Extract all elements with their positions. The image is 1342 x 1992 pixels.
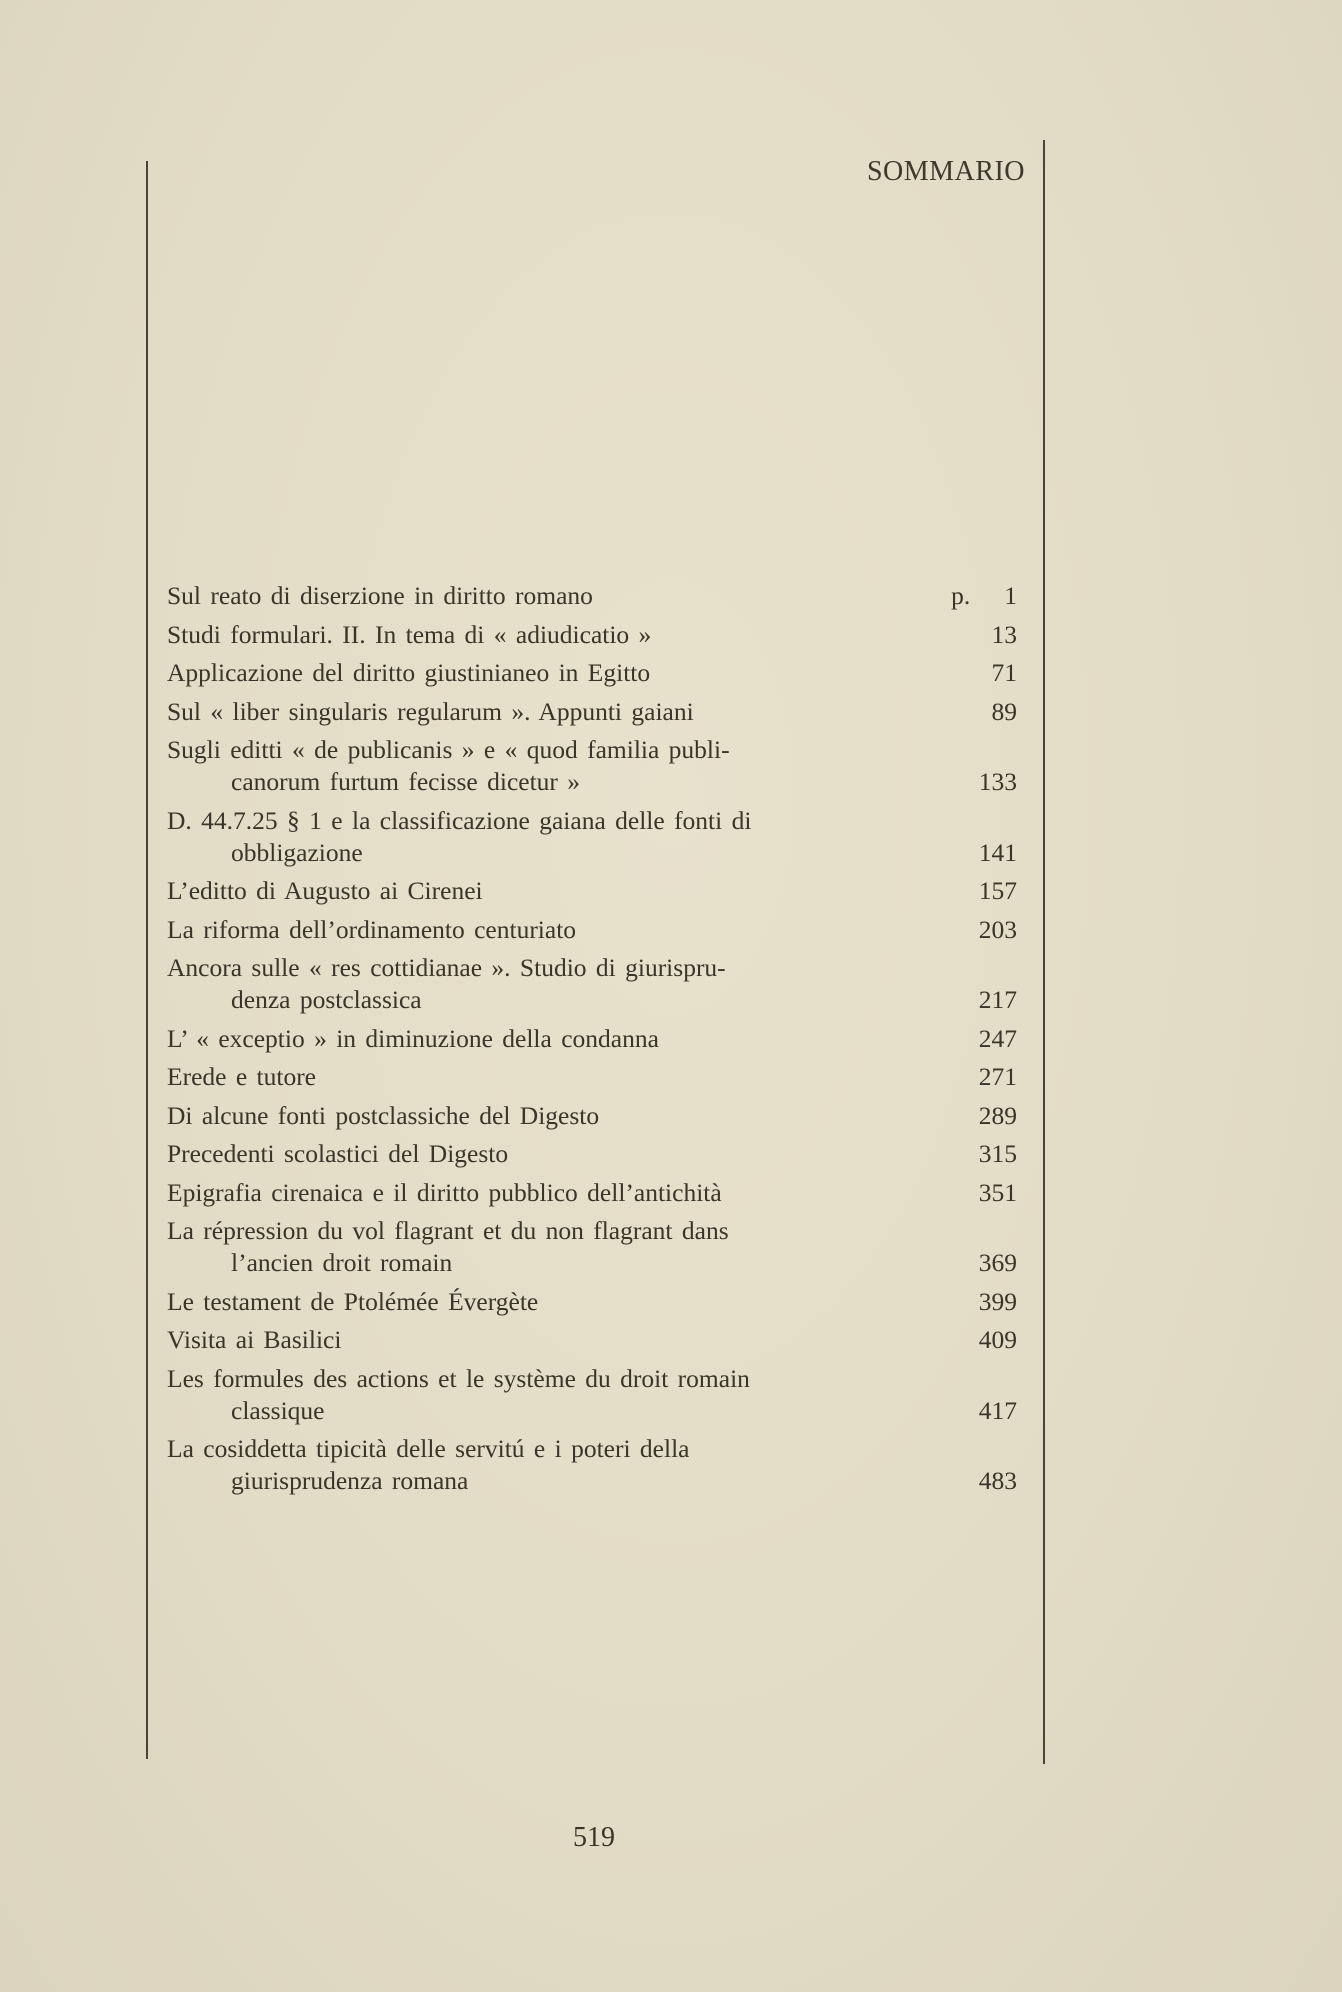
toc-page-ref xyxy=(979,1247,1017,1279)
toc-entry-title xyxy=(167,1363,909,1427)
toc-entry xyxy=(167,734,1017,798)
toc-page-ref xyxy=(992,619,1018,651)
toc-title-continuation: canorum furtum fecisse dicetur » xyxy=(231,767,581,796)
page-prefix: p. xyxy=(951,581,971,610)
toc-title-line: Ancora sulle « res cottidianae ». Studio di giurispru- xyxy=(167,953,726,982)
toc-title-continuation: denza postclassica xyxy=(231,985,422,1014)
running-head: SOMMARIO xyxy=(866,156,1025,187)
toc-title-line: L’ « exceptio » in diminuzione della condanna xyxy=(167,1023,659,1053)
toc-page-number: 351 xyxy=(978,1177,1017,1207)
toc-entry-title xyxy=(167,1433,909,1497)
toc-page-number: 13 xyxy=(991,619,1017,649)
toc-entry-title xyxy=(167,734,909,798)
toc-entry xyxy=(167,1324,1017,1356)
toc-title-line: Les formules des actions et le système du droit romain xyxy=(167,1363,750,1393)
toc-entry-title xyxy=(167,619,909,651)
toc-title-continuation: l’ancien droit romain xyxy=(231,1248,453,1277)
toc-entry xyxy=(167,914,1017,946)
toc-page-number: 157 xyxy=(978,876,1017,905)
toc-page-ref xyxy=(979,1138,1017,1170)
toc-page-ref xyxy=(979,914,1017,946)
toc-entry xyxy=(167,1177,1017,1209)
toc-page-ref xyxy=(951,580,1017,612)
toc-page-ref xyxy=(979,875,1017,907)
toc-title-line: La répression du vol flagrant et du non flagrant dans xyxy=(167,1216,729,1245)
toc-title-line: Studi formulari. II. In tema di « adiudicatio » xyxy=(167,619,652,649)
toc-entry xyxy=(167,696,1017,728)
toc-entry-title xyxy=(167,875,909,907)
toc-page-number: 417 xyxy=(978,1395,1017,1425)
toc-page-number: 369 xyxy=(978,1248,1017,1277)
toc-entry xyxy=(167,1061,1017,1093)
toc-entry xyxy=(167,1215,1017,1279)
toc-title-line: Visita ai Basilici xyxy=(167,1325,342,1354)
toc-title-line: La riforma dell’ordinamento centuriato xyxy=(167,914,577,944)
toc-page-number: 203 xyxy=(978,914,1017,944)
toc-entry-title xyxy=(167,805,909,869)
toc-page-number: 89 xyxy=(991,696,1017,726)
toc-entry-title xyxy=(167,914,909,946)
toc-entry xyxy=(167,580,1017,612)
toc-page-ref xyxy=(979,837,1017,869)
toc-title-line: D. 44.7.25 § 1 e la classificazione gaiana delle fonti di xyxy=(167,805,752,835)
toc-entry xyxy=(167,1138,1017,1170)
toc-page-number: 1 xyxy=(1004,581,1017,610)
toc-page-number: 315 xyxy=(978,1139,1017,1168)
toc-title-line: Precedenti scolastici del Digesto xyxy=(167,1139,509,1168)
toc-entry xyxy=(167,1363,1017,1427)
toc-entry-title xyxy=(167,1138,909,1170)
toc-entry xyxy=(167,1286,1017,1318)
toc-entry xyxy=(167,657,1017,689)
toc-entry-title xyxy=(167,952,909,1016)
toc-page-ref xyxy=(979,1324,1017,1356)
toc-entry-title xyxy=(167,1215,909,1279)
toc-page-ref xyxy=(979,1395,1017,1427)
toc-page-number: 271 xyxy=(978,1062,1017,1091)
table-of-contents xyxy=(167,580,1017,1504)
toc-entry-title xyxy=(167,1100,909,1132)
toc-title-line: Erede e tutore xyxy=(167,1062,317,1091)
toc-title-line: Applicazione del diritto giustinianeo in Egitto xyxy=(167,658,651,687)
toc-page-ref xyxy=(979,1023,1017,1055)
toc-page-ref xyxy=(992,696,1018,728)
toc-title-line: Le testament de Ptolémée Évergète xyxy=(167,1286,539,1316)
toc-entry-title xyxy=(167,1023,909,1055)
toc-title-continuation: classique xyxy=(231,1395,325,1425)
toc-title-line: Sul reato di diserzione in diritto romano xyxy=(167,581,593,610)
toc-page-number: 217 xyxy=(978,985,1017,1014)
toc-entry-title xyxy=(167,1286,909,1318)
toc-title-line: Epigrafia cirenaica e il diritto pubblico dell’antichità xyxy=(167,1177,722,1207)
toc-title-line: Di alcune fonti postclassiche del Digesto xyxy=(167,1100,600,1130)
toc-title-line: L’editto di Augusto ai Cirenei xyxy=(167,876,483,905)
toc-page-number: 483 xyxy=(978,1466,1017,1495)
toc-entry-title xyxy=(167,580,909,612)
toc-page-number: 247 xyxy=(978,1023,1017,1053)
toc-entry xyxy=(167,619,1017,651)
toc-entry-title xyxy=(167,1324,909,1356)
toc-entry xyxy=(167,1100,1017,1132)
toc-page-number: 141 xyxy=(978,837,1017,867)
toc-entry-title xyxy=(167,1177,909,1209)
toc-title-continuation: obbligazione xyxy=(231,837,363,867)
toc-entry xyxy=(167,805,1017,869)
toc-page-number: 133 xyxy=(978,767,1017,796)
toc-title-line: Sul « liber singularis regularum ». Appunti gaiani xyxy=(167,696,694,726)
toc-entry xyxy=(167,875,1017,907)
toc-entry xyxy=(167,952,1017,1016)
toc-entry-title xyxy=(167,696,909,728)
left-margin-rule xyxy=(146,161,148,1759)
toc-page-number: 289 xyxy=(978,1100,1017,1130)
toc-title-continuation: giurisprudenza romana xyxy=(231,1466,469,1495)
toc-entry-title xyxy=(167,657,909,689)
toc-page-ref xyxy=(979,1061,1017,1093)
toc-entry xyxy=(167,1433,1017,1497)
toc-entry xyxy=(167,1023,1017,1055)
toc-page-ref xyxy=(979,1177,1017,1209)
right-margin-rule xyxy=(1043,140,1045,1764)
page-number: 519 xyxy=(573,1822,615,1853)
toc-page-ref xyxy=(979,766,1017,798)
toc-page-ref xyxy=(979,1100,1017,1132)
toc-page-ref xyxy=(979,1465,1017,1497)
toc-title-line: Sugli editti « de publicanis » e « quod familia publi- xyxy=(167,735,730,764)
toc-page-ref xyxy=(992,657,1018,689)
toc-title-line: La cosiddetta tipicità delle servitú e i poteri della xyxy=(167,1434,690,1463)
toc-page-ref xyxy=(979,984,1017,1016)
toc-page-number: 409 xyxy=(978,1325,1017,1354)
toc-entry-title xyxy=(167,1061,909,1093)
toc-page-number: 399 xyxy=(978,1286,1017,1316)
toc-page-ref xyxy=(979,1286,1017,1318)
toc-page-number: 71 xyxy=(991,658,1017,687)
